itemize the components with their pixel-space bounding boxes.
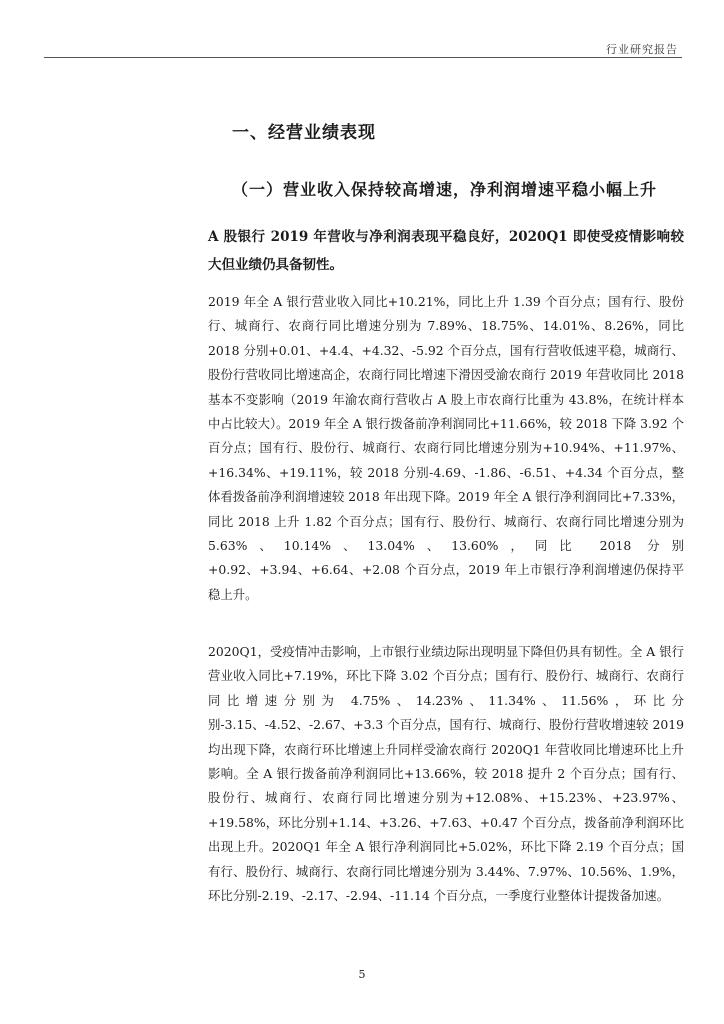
lead-paragraph: A 股银行 2019 年营收与净利润表现平稳良好，2020Q1 即使受疫情影响较大但业绩仍具备韧性。: [208, 229, 684, 273]
subsection-title: （一）营业收入保持较高增速，净利润增速平稳小幅上升: [232, 180, 658, 199]
body-paragraph-2019: 2019 年全 A 银行营业收入同比+10.21%，同比上升 1.39 个百分点；国有行、股份行、城商行、农商行同比增速分别为 7.89%、18.75%、14.01%、8.26%，同比 2018 分别+0.01、+4.4、+4.32、-5.92 个百分点，国有行营收低速平稳，城商行、股份行营收同比增速高企，农商行同比增速下滑因受渝农商行 2019 年营收同比 2018 基本不变影响（2019 年渝农商行营收占 A 股上市农商行比重为 43.8%，在统计样本中占比较大）。2019 年全 A 银行拨备前净利润同比+11.66%，较 2018 下降 3.92 个百分点；国有行、股份行、城商行、农商行同比增速分别为+10.94%、+11.97%、+16.34%、+19.11%，较 2018 分别-4.69、-1.86、-6.51、+4.34 个百分点，整体看拨备前净利润增速较 2018 年出现下降。2019 年全 A 银行净利润同比+7.33%，同比 2018 上升 1.82 个百分点；国有行、股份行、城商行、农商行同比增速分别为 5.63%、10.14%、13.04%、13.60%，同比 2018 分别+0.92、+3.94、+6.64、+2.08 个百分点，2019 年上市银行净利润增速仍保持平稳上升。: [208, 294, 684, 602]
page-number: 5: [358, 968, 366, 981]
header-divider: [44, 57, 682, 58]
report-header-label: 行业研究报告: [606, 43, 678, 56]
section-title: 一、经营业绩表现: [232, 123, 376, 143]
body-paragraph-2020q1: 2020Q1，受疫情冲击影响，上市银行业绩边际出现明显下降但仍具有韧性。全 A 银行营业收入同比+7.19%，环比下降 3.02 个百分点；国有行、股份行、城商行、农商行同比增速分别为 4.75%、14.23%、11.34%、11.56%，环比分别-3.15、-4.52、-2.67、+3.3 个百分点，国有行、城商行、股份行营收增速较 2019 均出现下降，农商行环比增速上升同样受渝农商行 2020Q1 年营收同比增速环比上升影响。全 A 银行拨备前净利润同比+13.66%，较 2018 提升 2 个百分点；国有行、股份行、城商行、农商行同比增速分别为+12.08%、+15.23%、+23.97%、+19.58%，环比分别+1.14、+3.26、+7.63、+0.47 个百分点，拨备前净利润环比出现上升。2020Q1 年全 A 银行净利润同比+5.02%，环比下降 2.19 个百分点；国有行、股份行、城商行、农商行同比增速分别为 3.44%、7.97%、10.56%、1.9%，环比分别-2.19、-2.17、-2.94、-11.14 个百分点，一季度行业整体计提拨备加速。: [208, 644, 684, 904]
